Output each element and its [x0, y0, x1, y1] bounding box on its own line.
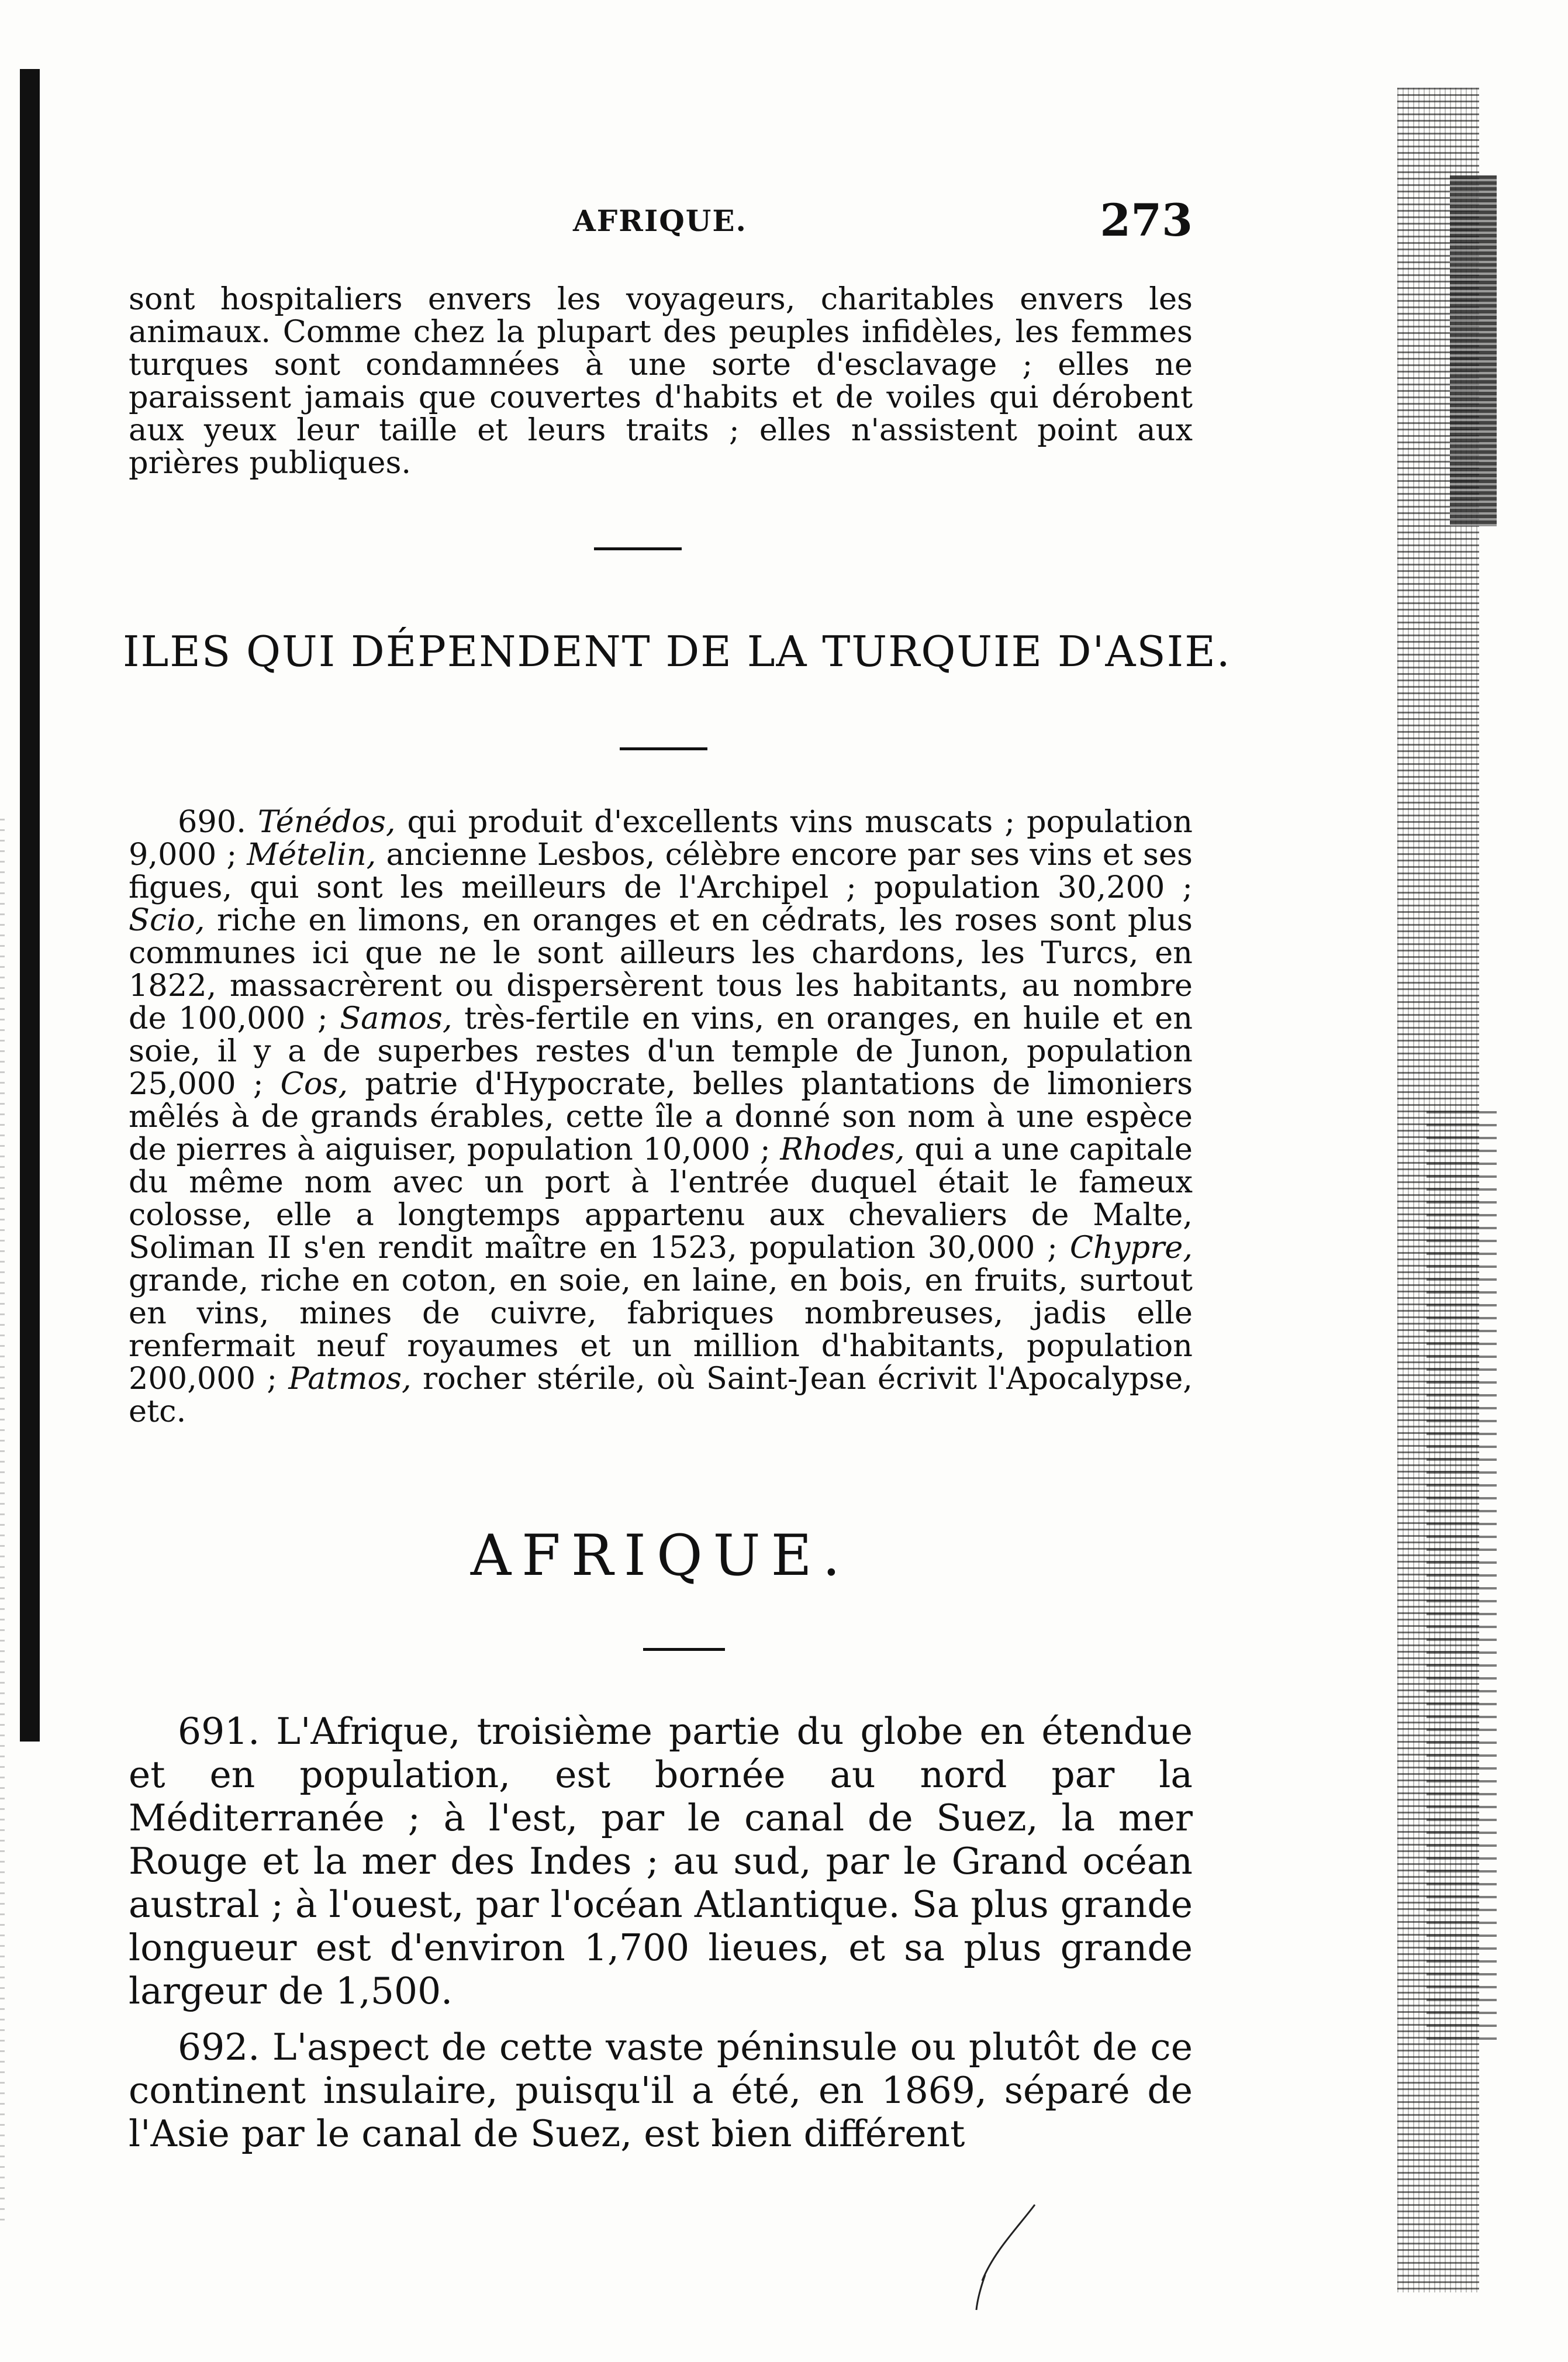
- scan-edge-right-mid: [1427, 1111, 1497, 2047]
- section-title-turquie: ILES QUI DÉPENDENT DE LA TURQUIE D'ASIE.: [123, 627, 1231, 676]
- place-cos: Cos,: [280, 1066, 348, 1102]
- page-header: [129, 194, 1193, 247]
- paragraph-692: 692. L'aspect de cette vaste péninsule ou plutôt de ce continent insulaire, puisqu'il a été, en 1869, séparé de l'Asie par le canal de Suez, est bien différent: [129, 2026, 1193, 2155]
- place-tenedos: Ténédos,: [257, 804, 396, 840]
- scan-edge-right-dark: [1450, 175, 1497, 526]
- text-run: qui produit d'excellents vins muscats ; population 9,000 ;: [129, 804, 1193, 873]
- place-patmos: Patmos,: [288, 1361, 412, 1396]
- divider-rule: [620, 747, 707, 750]
- running-title: AFRIQUE.: [573, 204, 747, 238]
- text-run: riche en limons, en oranges et en cédrats, les roses sont plus communes ici que ne le sont ailleurs les chardons, les Turcs, en 1822, massacrèrent ou dispersèrent tous les habitants, au nombre de 100,000 ;: [129, 902, 1193, 1036]
- paragraph-690: [129, 806, 1193, 1428]
- text-run: rocher stérile, où Saint-Jean écrivit l'Apocalypse, etc.: [129, 1361, 1193, 1429]
- divider-rule: [594, 547, 682, 550]
- continuation-paragraph: sont hospitaliers envers les voyageurs, charitables envers les animaux. Comme chez la plupart des peuples infidèles, les femmes turques sont condamnées à une sorte d'esclavage ; elles ne paraissent jamais que couvertes d'habits et de voiles qui dérobent aux yeux leur taille et leurs traits ; elles n'assistent point aux prières publiques.: [129, 281, 1193, 481]
- divider-rule: [643, 1648, 725, 1651]
- paragraph-691: 691. L'Afrique, troisième partie du globe en étendue et en population, est bornée au nord par la Méditerranée ; à l'est, par le canal de Suez, la mer Rouge et la mer des Indes ; au sud, par le Grand océan austral ; à l'ouest, par l'océan Atlantique. Sa plus grande longueur est d'environ 1,700 lieues, et sa plus grande largeur de 1,500.: [129, 1710, 1193, 2012]
- para-number: 690.: [178, 804, 246, 840]
- text-run: ancienne Lesbos, célèbre encore par ses vins et ses figues, qui sont les meilleurs de l'Archipel ; population 30,200 ;: [129, 837, 1193, 905]
- place-scio: Scio,: [129, 902, 205, 938]
- text-run: patrie d'Hypocrate, belles plantations de limoniers mêlés à de grands érables, cette île a donné son nom à une espèce de pierres à aiguiser, population 10,000 ;: [129, 1066, 1193, 1167]
- place-metelin: Mételin,: [247, 837, 377, 873]
- place-chypre: Chypre,: [1069, 1230, 1193, 1266]
- text-run: qui a une capitale du même nom avec un port à l'entrée duquel était le fameux colosse, elle a longtemps appartenu aux chevaliers de Malte, Soliman II s'en rendit maître en 1523, population 30,000 ;: [129, 1132, 1193, 1266]
- text-run: très-fertile en vins, en oranges, en huile et en soie, il y a de superbes restes d'un temple de Junon, population 25,000 ;: [129, 1001, 1193, 1102]
- scan-edge-left: [20, 69, 40, 1742]
- place-samos: Samos,: [340, 1001, 453, 1036]
- place-rhodes: Rhodes,: [780, 1132, 905, 1167]
- page-number: 273: [1100, 194, 1193, 246]
- pen-stroke-mark: [970, 2199, 1041, 2316]
- text-run: grande, riche en coton, en soie, en laine, en bois, en fruits, surtout en vins, mines de cuivre, fabriques nombreuses, jadis elle renfermait neuf royaumes et un million d'habitants, population 200,000 ;: [129, 1263, 1193, 1396]
- scan-noise-left: [0, 819, 5, 2222]
- section-title-afrique: AFRIQUE.: [470, 1523, 851, 1588]
